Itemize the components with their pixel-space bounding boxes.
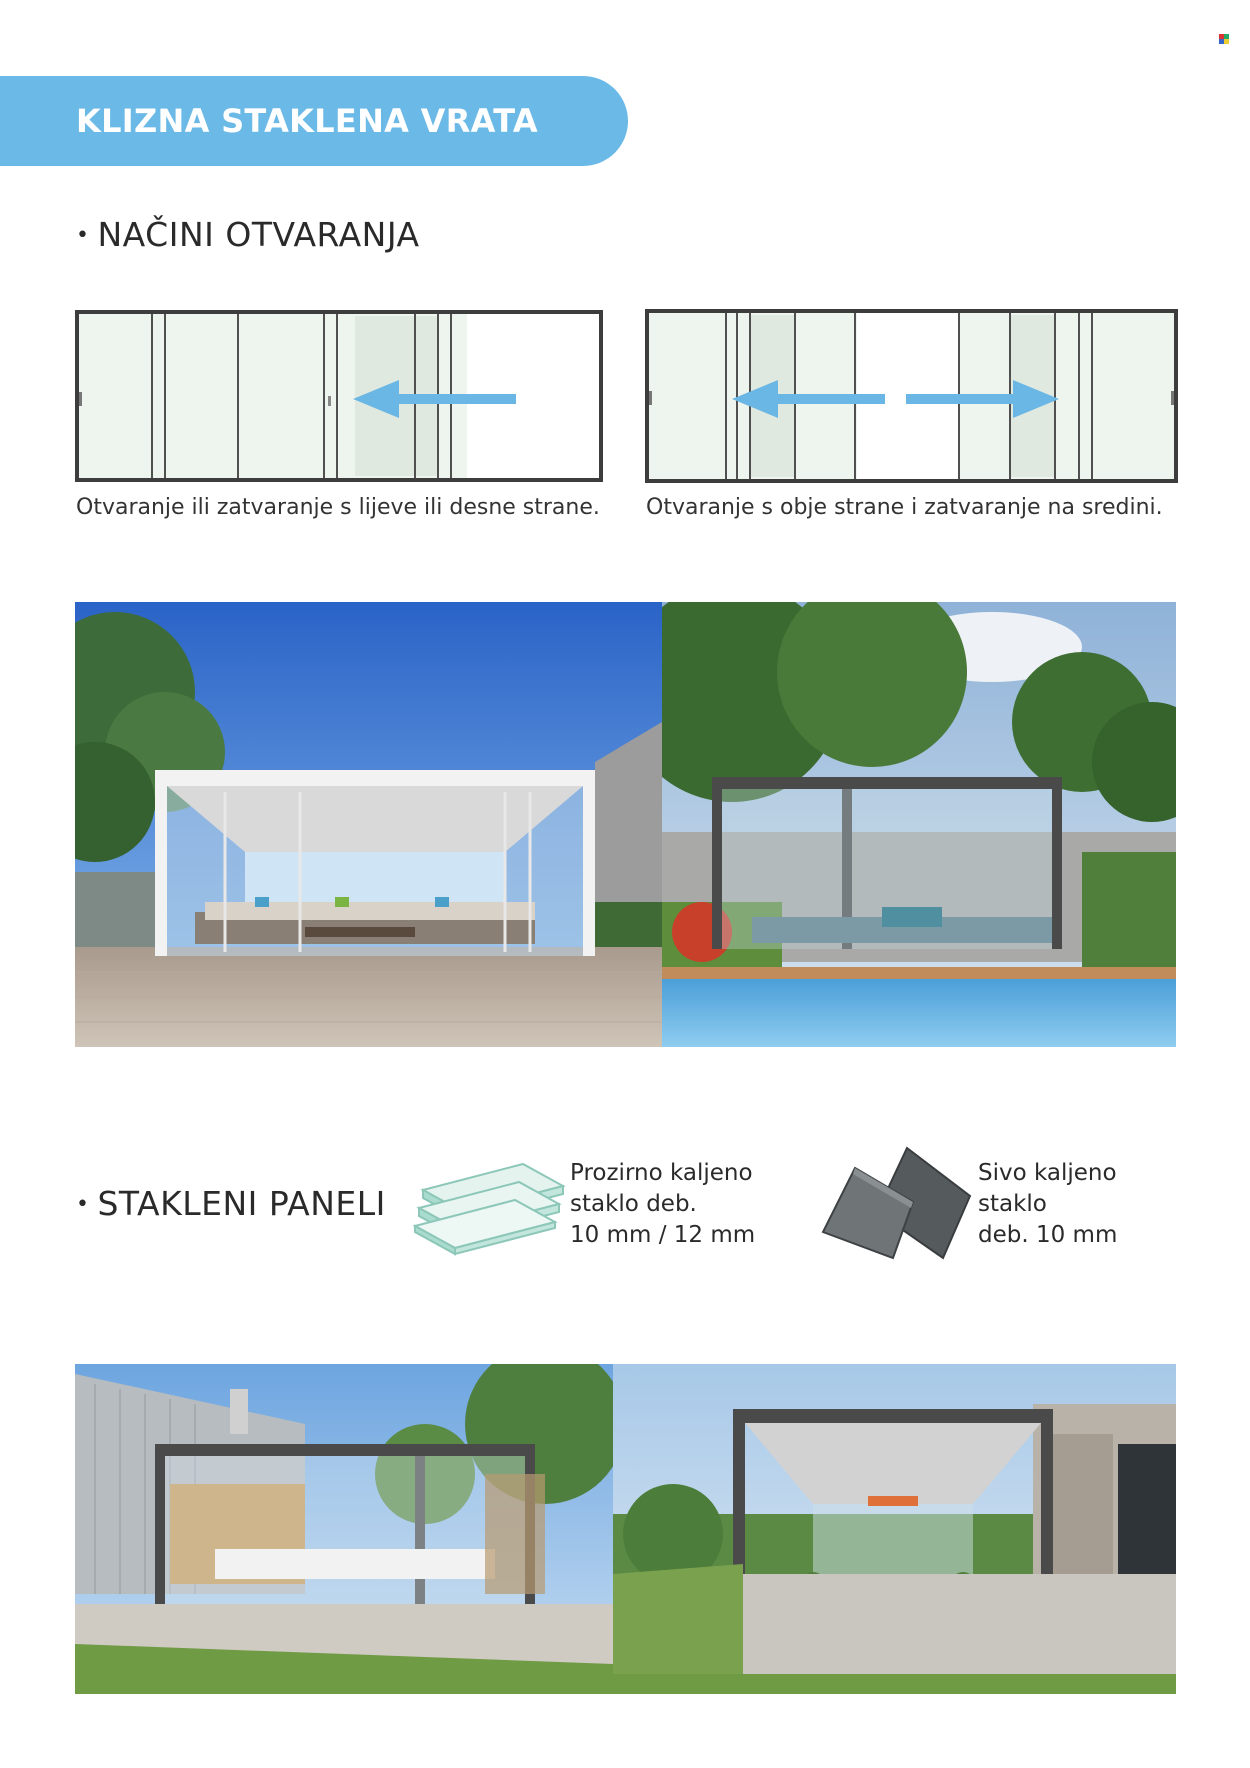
white-pergola-terrace-photo — [75, 602, 662, 1047]
bullet-icon: • — [76, 223, 90, 248]
clear-glass-panels-image — [413, 1160, 571, 1256]
both-sides-caption: Otvaranje s obje strane i zatvaranje na sredini. — [646, 495, 1163, 520]
opening-heading — [76, 215, 420, 254]
dark-pergola-pool-photo — [662, 602, 1176, 1047]
bullet-icon: • — [76, 1192, 90, 1217]
panels-heading — [76, 1184, 386, 1223]
opening-heading-text: NAČINI OTVARANJA — [97, 215, 420, 254]
grey-glass-panels-image — [815, 1140, 975, 1262]
header-banner — [0, 76, 628, 166]
clear-glass-line: Prozirno kaljeno — [570, 1160, 753, 1186]
pergola-garden-house-photo — [75, 1364, 613, 1694]
grey-glass-line: Sivo kaljeno — [978, 1160, 1117, 1186]
page-title: KLIZNA STAKLENA VRATA — [76, 102, 538, 140]
pergola-stone-house-photo — [613, 1364, 1176, 1694]
panels-heading-text: STAKLENI PANELI — [97, 1184, 386, 1223]
grey-glass-label — [978, 1158, 1117, 1251]
clear-glass-line: 10 mm / 12 mm — [570, 1222, 756, 1248]
clear-glass-line: staklo deb. — [570, 1191, 697, 1217]
grey-glass-line: deb. 10 mm — [978, 1222, 1118, 1248]
grey-glass-line: staklo — [978, 1191, 1047, 1217]
single-side-opening-diagram — [75, 310, 603, 482]
single-side-caption: Otvaranje ili zatvaranje s lijeve ili desne strane. — [76, 495, 600, 520]
clear-glass-label — [570, 1158, 755, 1251]
both-sides-opening-diagram — [645, 309, 1178, 483]
corner-mark — [1219, 34, 1229, 44]
